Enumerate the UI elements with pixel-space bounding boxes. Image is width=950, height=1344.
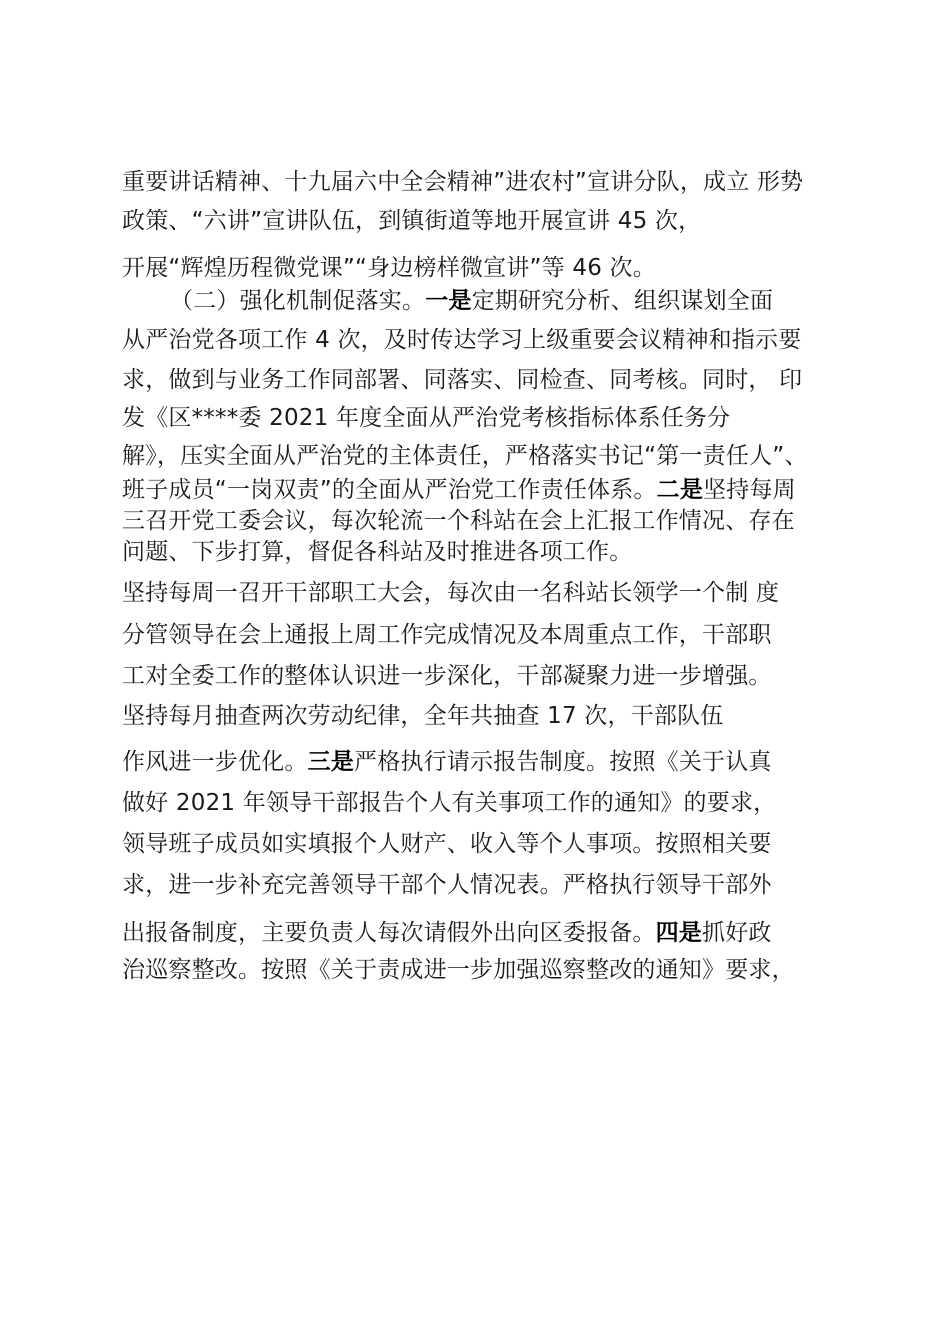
point-marker: 一是 [425, 288, 472, 314]
body-text-line [122, 955, 795, 985]
body-text-line [122, 403, 730, 433]
body-text-line [122, 620, 772, 650]
text-segment: 治巡察整改。按照《关于责成进一步加强巡察整改的通知》要求， [122, 957, 795, 983]
text-segment: 问题、下步打算，督促各科站及时推进各项工作。 [122, 539, 633, 565]
body-text-line [122, 747, 772, 777]
body-text-line [122, 325, 801, 355]
text-segment: 坚持每周 [703, 477, 796, 503]
body-text-line [122, 870, 772, 900]
text-segment: 工对全委工作的整体认识进一步深化，干部凝聚力进一步增强。 [122, 663, 772, 689]
text-segment: 抓好政 [702, 920, 772, 946]
text-segment: 求，做到与业务工作同部署、同落实、同检查、同考核。同时， 印 [122, 367, 803, 393]
body-text-line [122, 475, 796, 505]
text-segment: 作风进一步优化。 [122, 749, 308, 775]
body-text-line [122, 661, 772, 691]
text-segment: 发《区****委 2021 年度全面从严治党考核指标体系任务分 [122, 405, 731, 431]
body-text-line [122, 537, 632, 567]
text-segment: 分管领导在会上通报上周工作完成情况及本周重点工作，干部职 [122, 622, 772, 648]
body-text-line [122, 365, 802, 395]
section-heading: （二）强化机制促落实。 [170, 288, 426, 314]
text-segment: 求，进一步补充完善领导干部个人情况表。严格执行领导干部外 [122, 872, 772, 898]
body-text-line [122, 829, 772, 859]
text-segment: 从严治党各项工作 4 次，及时传达学习上级重要会议精神和指示要 [122, 327, 802, 353]
text-segment: 三召开党工委会议，每次轮流一个科站在会上汇报工作情况、存在 [122, 508, 795, 534]
text-segment: 出报备制度，主要负责人每次请假外出向区委报备。 [122, 920, 656, 946]
point-marker: 二是 [656, 477, 704, 503]
body-text-line [122, 506, 795, 536]
section-heading-line [170, 286, 773, 316]
text-segment: 坚持每周一召开干部职工大会，每次由一名科站长领学一个制 度 [122, 580, 780, 606]
body-text-line [122, 253, 656, 283]
text-segment: 政策、“六讲”宣讲队伍，到镇街道等地开展宣讲 45 次， [122, 208, 702, 234]
body-text-line [122, 701, 724, 731]
text-segment: 严格执行请示报告制度。按照《关于认真 [354, 749, 772, 775]
body-text-line [122, 578, 779, 608]
text-segment: 班子成员“一岗双责”的全面从严治党工作责任体系。 [122, 477, 657, 503]
body-text-line [122, 918, 772, 948]
text-segment: 坚持每月抽查两次劳动纪律，全年共抽查 17 次，干部队伍 [122, 703, 724, 729]
body-text-line [122, 788, 776, 818]
body-text-line [122, 167, 803, 197]
text-segment: 做好 2021 年领导干部报告个人有关事项工作的通知》的要求， [122, 790, 777, 816]
text-segment: 解》，压实全面从严治党的主体责任，严格落实书记“第一责任人”、 [122, 443, 808, 469]
point-marker: 四是 [655, 920, 703, 946]
body-text-line [122, 206, 701, 236]
text-segment: 领导班子成员如实填报个人财产、收入等个人事项。按照相关要 [122, 831, 772, 857]
text-segment: 重要讲话精神、十九届六中全会精神”进农村”宣讲分队，成立 形势 [122, 169, 804, 195]
body-text-line [122, 441, 808, 471]
text-segment: 定期研究分析、组织谋划全面 [471, 288, 774, 314]
text-segment: 开展“辉煌历程微党课”“身边榜样微宣讲”等 46 次。 [122, 255, 656, 281]
point-marker: 三是 [307, 749, 355, 775]
